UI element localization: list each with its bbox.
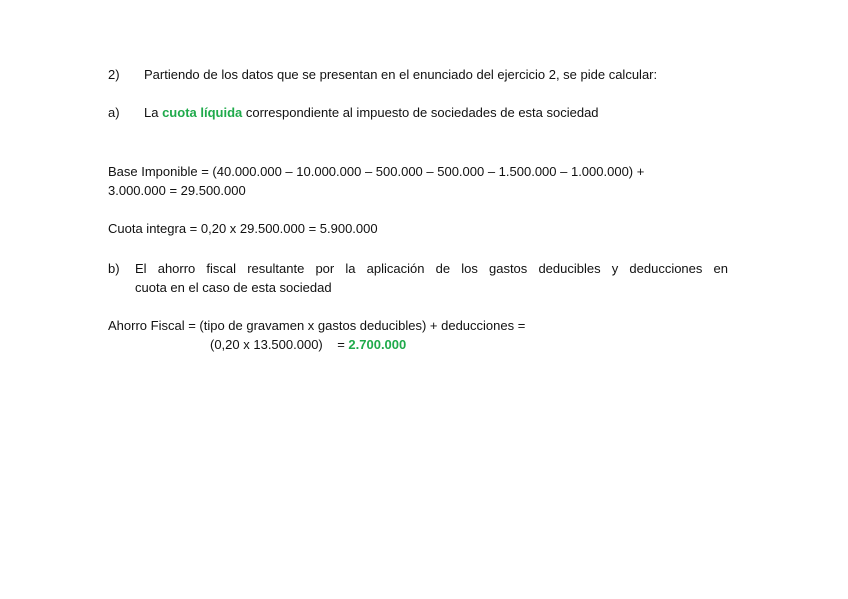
question-a: [108, 104, 599, 122]
question-a-post: correspondiente al impuesto de sociedades de esta sociedad: [242, 105, 599, 120]
question-2-number: 2): [108, 67, 120, 82]
ahorro-fiscal-result: 2.700.000: [348, 337, 407, 352]
base-imponible-line-1: Base Imponible = (40.000.000 – 10.000.000 – 500.000 – 500.000 – 1.500.000 – 1.000.000) +: [108, 164, 645, 179]
question-b-number: b): [108, 261, 120, 276]
question-a-highlight: cuota líquida: [162, 105, 243, 120]
cuota-integra: Cuota integra = 0,20 x 29.500.000 = 5.900.000: [108, 221, 378, 236]
ahorro-fiscal-line-2: [210, 336, 406, 354]
question-2: [108, 66, 657, 84]
question-a-pre: La: [144, 105, 163, 120]
ahorro-fiscal-line-1: Ahorro Fiscal = (tipo de gravamen x gastos deducibles) + deducciones =: [108, 318, 526, 333]
base-imponible-line-2: 3.000.000 = 29.500.000: [108, 183, 246, 198]
question-b-line-1: El ahorro fiscal resultante por la aplicación de los gastos deducibles y deducciones en: [135, 261, 728, 276]
question-2-text: Partiendo de los datos que se presentan en el enunciado del ejercicio 2, se pide calcular:: [144, 67, 658, 82]
ahorro-fiscal-formula: (0,20 x 13.500.000) =: [210, 337, 349, 352]
question-b-line-2: cuota en el caso de esta sociedad: [135, 280, 332, 295]
question-a-number: a): [108, 105, 120, 120]
